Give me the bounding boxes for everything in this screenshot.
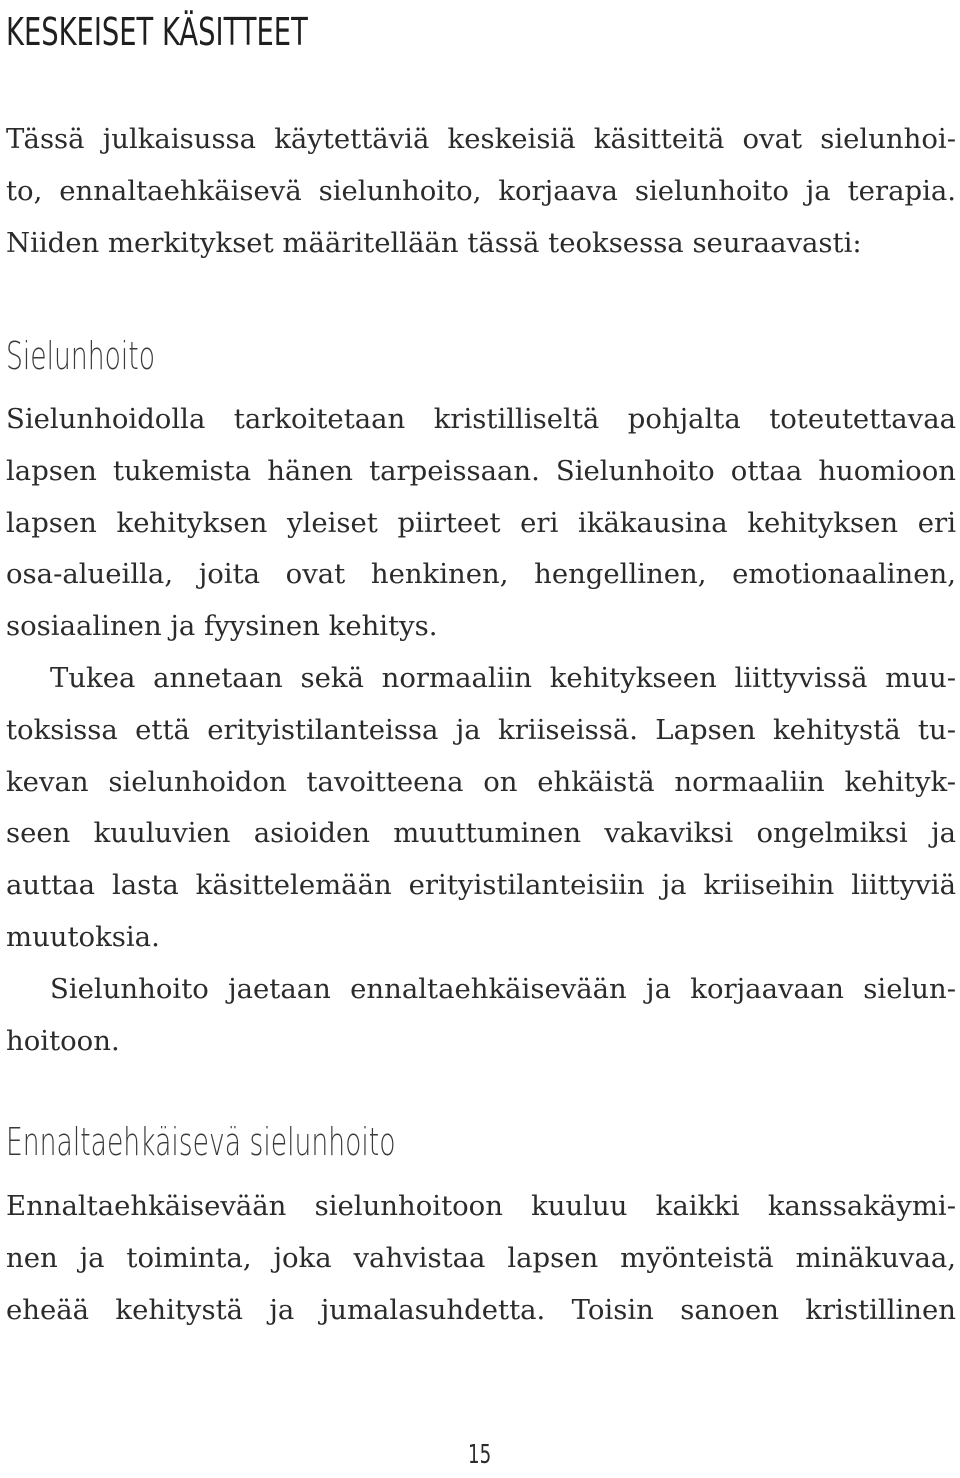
intro-paragraph xyxy=(6,114,956,269)
paragraph-line: hoitoon. xyxy=(6,1024,120,1057)
chapter-title: KESKEISET KÄSITTEET xyxy=(6,10,308,54)
paragraph-line: nen ja toiminta, joka vahvistaa lapsen myönteistä minäkuvaa, xyxy=(6,1241,956,1274)
section-body-ennaltaehkaiseva xyxy=(6,1181,956,1336)
paragraph-line: lapsen tukemista hänen tarpeissaan. Sielunhoito ottaa huomioon xyxy=(6,454,956,487)
paragraph-line: muutoksia. xyxy=(6,920,160,953)
paragraph-line: auttaa lasta käsittelemään erityistilanteisiin ja kriiseihin liittyviä xyxy=(6,869,956,902)
paragraph-line: Niiden merkitykset määritellään tässä teoksessa seuraavasti: xyxy=(6,226,862,259)
section-heading-ennaltaehkaiseva: Ennaltaehkäisevä sielunhoito xyxy=(6,1120,396,1164)
paragraph-line: lapsen kehityksen yleiset piirteet eri ikäkausina kehityksen eri xyxy=(6,506,956,539)
paragraph-line: osa-alueilla, joita ovat henkinen, hengellinen, emotionaalinen, xyxy=(6,558,956,591)
section-heading-sielunhoito: Sielunhoito xyxy=(6,334,155,378)
paragraph-line: toksissa että erityistilanteissa ja kriiseissä. Lapsen kehitystä tu- xyxy=(6,713,956,746)
paragraph-line: to, ennaltaehkäisevä sielunhoito, korjaava sielunhoito ja terapia. xyxy=(6,174,956,207)
paragraph-line: Tukea annetaan sekä normaaliin kehitykseen liittyvissä muu- xyxy=(50,661,956,694)
page-number: 15 xyxy=(468,1440,492,1470)
paragraph-line: Sielunhoidolla tarkoitetaan kristilliseltä pohjalta toteutettavaa xyxy=(6,403,956,435)
paragraph-line: eheää kehitystä ja jumalasuhdetta. Toisin sanoen kristillinen xyxy=(6,1293,956,1326)
paragraph-line: Sielunhoito jaetaan ennaltaehkäisevään ja korjaavaan sielun- xyxy=(50,972,956,1005)
paragraph-line: sosiaalinen ja fyysinen kehitys. xyxy=(6,610,438,643)
paragraph-line: seen kuuluvien asioiden muuttuminen vakaviksi ongelmiksi ja xyxy=(6,817,956,850)
section-body-sielunhoito xyxy=(6,394,956,1067)
paragraph-line: Tässä julkaisussa käytettäviä keskeisiä käsitteitä ovat sielunhoi- xyxy=(6,123,956,155)
paragraph-line: Ennaltaehkäisevään sielunhoitoon kuuluu kaikki kanssakäymi- xyxy=(6,1190,956,1222)
paragraph-line: kevan sielunhoidon tavoitteena on ehkäistä normaaliin kehityk- xyxy=(6,765,956,798)
